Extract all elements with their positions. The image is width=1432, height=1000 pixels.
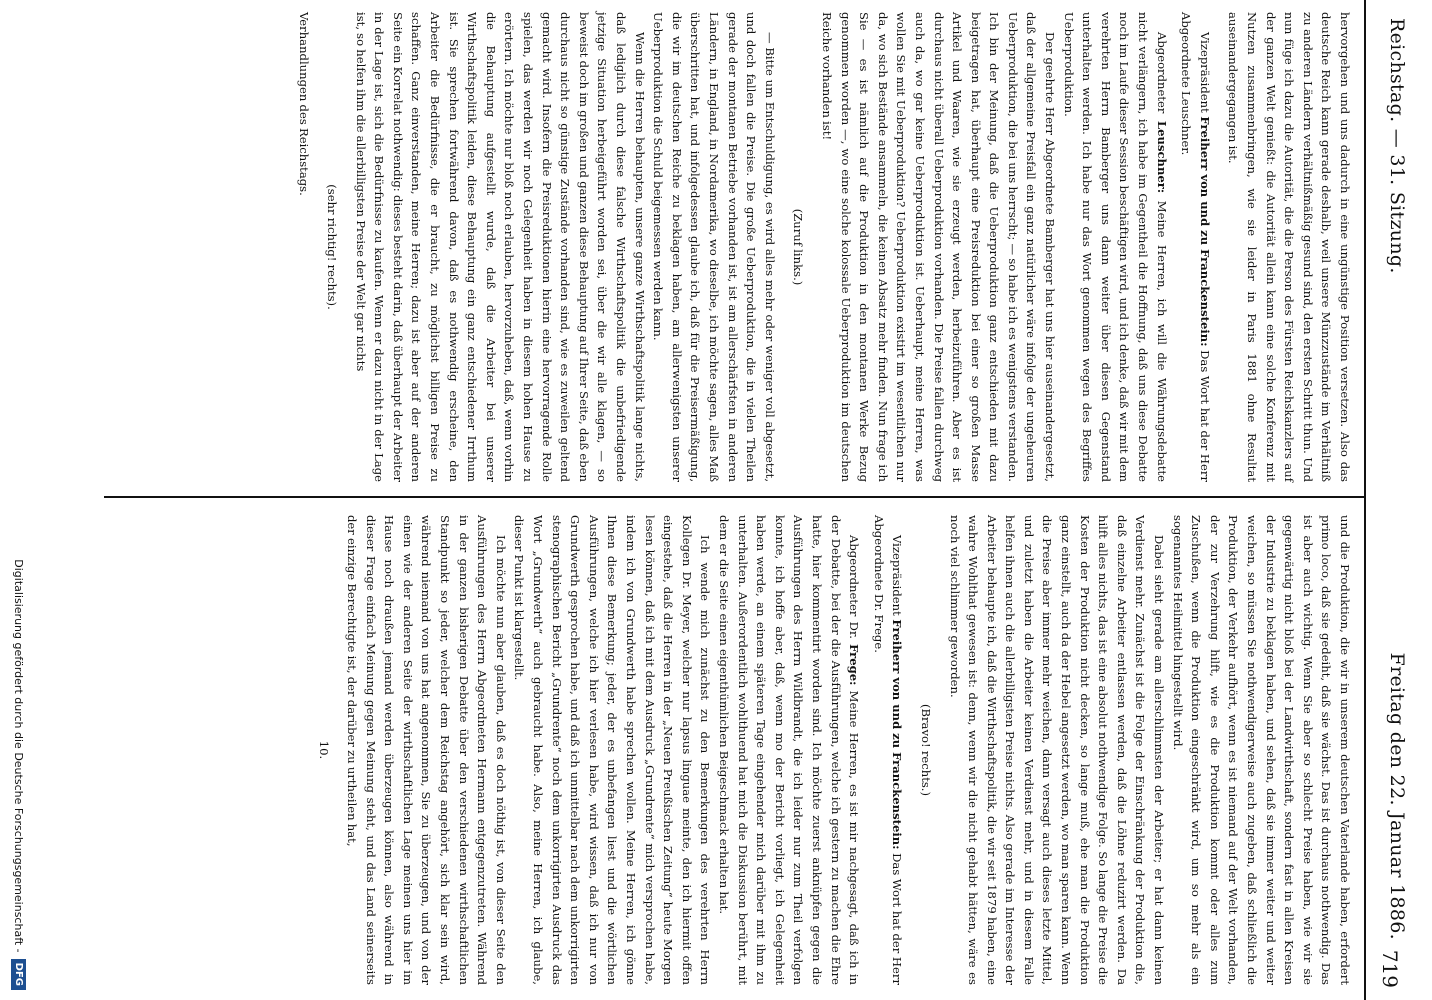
paragraph (649, 12, 779, 482)
footer-note: Verhandlungen des Reichstags. (296, 12, 311, 196)
running-head (1362, 0, 1432, 940)
right-column (304, 515, 1354, 985)
paragraph-text: Ich möchte nun aber glauben, daß es doch nöthig ist, von dieser Seite den Ausführungen des Herrn Abgeordneten Hermann entgegenzutreten. Während in der ganzen bisherigen Debatte über den verschiedenen wirthschaftlichen Standpunkt so jeder, welcher dem Reichstag angehört, sich klar sein wird, während niemand von uns hat angenommen, Sie zu überzeugen, und von der einen wie der anderen Seite der wirthschaftlichen Lage meinen uns hier im Hause noch draußen jemand werden überzeugen können, also während in dieser Frage einfach Meinung gegen Meinung steht, und das Land seinerseits der einzige Berechtigte ist, der darüber zu urtheilen hat, (345, 515, 508, 985)
running-title-left: Reichstag. — 31. Sitzung. (1386, 18, 1408, 274)
paragraph-text: Das Wort hat der Herr Abgeordnete Dr. Frege. (871, 515, 905, 985)
paragraph-text: hervorgehen und uns dadurch in eine ungünstige Position versetzen. Also das deutsche Reich kann gerade deshalb, weil unsere Münzzustände im Verhältniß zu anderen Ländern verhältnißmäßig gesund sind, den ersten Schritt thun. Und nun füge ich dazu die Autorität, die die Person des Fürsten Reichskanzlers auf der ganzen Welt genießt: die Autorität allein kann eine solche Konferenz mit Nutzen zusammenbringen, wie sie leider in Paris 1881 ohne Resultat auseinandergegangen ist. (1226, 12, 1352, 482)
paragraph (343, 515, 510, 985)
interjection: (Zuruf links.) (791, 208, 806, 286)
paragraph-text: Meine Herren, ich will die Währungsdebatte nicht verlängern, ich habe im Gegentheil die Hoffnung, daß uns diese Debatte noch im Laufe dieser Session beschäftigen wird, und ich denke, daß wir mit dem verehrten Herrn Bamberger uns dann weiter über diesen Gegenstand unterhalten werden. Ich habe nur das Wort genommen wegen des Begriffes Ueberproduktion. (1061, 12, 1169, 482)
page-number: 719 (1378, 949, 1402, 988)
page-header (1362, 0, 1432, 1000)
paragraph (1059, 12, 1171, 482)
speaker-title: Abgeordneter Dr. (847, 535, 862, 645)
paragraph (714, 515, 863, 985)
paragraph (351, 12, 649, 482)
paragraph-text: Ich wende mich zunächst zu den Bemerkungen des verehrten Herrn Kollegen Dr. Meyer, welcher nur lapsus linguae meinte, den ich hiermit offen eingestehe, daß die Herren in der „Neuen Preußischen Zeitung“ heute Morgen lesen können, daß ich mit dem Ausdruck „Grundrente“ mich versprochen habe, indem ich von Grundwerth habe sprechen wollen. Meine Herren, ich gönne Ihnen diese Bemerkung; jeder, der es unbefangen liest und die wörtlichen Ausführungen, welche ich hier verlesen habe, wird wissen, daß ich nur von Grundwerth gesprochen habe, und daß ich unmittelbar nach dem unkorrigirten stenographischen Bericht „Grundrente“ noch dem unkorrigirten Ausdruck das Wort „Grundwerth“ auch gebraucht habe. Also, meine Herren, ich glaube, dieser Punkt ist klargestellt. (512, 515, 713, 985)
left-column (294, 12, 1354, 482)
paragraph-text: Das Wort hat der Herr Abgeordnete Leuschner. (1179, 12, 1212, 482)
speaker-name: Leuschner: (1154, 120, 1169, 194)
signature-mark: 10. (316, 740, 331, 760)
paragraph-text: — Bitte um Entschuldigung, es wird alles mehr oder weniger voll abgesetzt, und doch fallen die Preise. Die große Ueberproduktion, die in vielen Theilen gerade der montanen Betriebe vorhanden ist, ist am allerschärfsten in anderen Ländern, in England, in Nordamerika, wo dieselbe, ich möchte sagen, alles Maß überschritten hat, und infolgedessen glaube ich, daß für die Preisermäßigung, die wir im deutschen Reiche zu beklagen haben, am allerwenigsten unserer Ueberproduktion die Schuld beigemessen werden kann. (651, 12, 777, 482)
speaker-name: Freiherr von und zu Franckenstein: (890, 619, 905, 850)
digitization-note (0, 0, 38, 1000)
paragraph (1168, 515, 1354, 985)
paragraph-text: Dabei sieht gerade am allerschlimmsten der Arbeiter; er hat dann keinen Verdienst mehr. Zunächst ist die Folge der Einschränkung der Produktion die, daß einzelne Arbeiter entlassen werden, daß die Löhne reduzirt werden. Da hilft alles nichts, das ist eine absolut nothwendige Folge. So lange die Preise die Kosten der Produktion nicht decken, so lange muß, ehe man die Produktion ganz einstellt, auch da der Hebel angesetzt werden, wo man sparen kann. Wenn die Preise aber immer mehr weichen, dann versagt auch dieses letzte Mittel, und zuletzt haben die Arbeiter keinen Verdienst mehr, und in diesem Falle helfen ihnen auch die allerbilligsten Preise nichts. Also gerade im Interesse der Arbeiter behaupte ich, daß die Wirthschaftspolitik, die wir seit 1879 haben, eine wahre Wohlthat gewesen ist: denn, wenn wir die nicht gehabt hätten, wäre es noch viel schlimmer geworden. (947, 515, 1167, 985)
dfg-logo: DFG (12, 959, 27, 990)
paragraph (1224, 12, 1354, 482)
speaker-title: Vizepräsident (890, 535, 905, 620)
paragraph (817, 12, 1059, 482)
speaker-name: Frege: (847, 644, 862, 686)
speaker-title: Vizepräsident (1197, 32, 1212, 117)
interjection: (Bravo! rechts.) (918, 703, 933, 797)
paragraph-text: Der geehrte Herr Abgeordnete Bamberger hat uns hier auseinandergesetzt, daß der allgemeine Preisfall ein ganz natürlicher wäre infolge der ungeheuren Ueberproduktion, die bei uns herrscht; — so habe ich es wenigstens verstanden. Ich bin der Meinung, daß die Ueberproduktion ganz entschieden mit dazu beigetragen hat, überhaupt eine Preisreduktion bei einer so großen Masse Artikel und Waaren, wie sie erzeugt werden, herbeizuführen. Aber es ist durchaus nicht überall Ueberproduktion vorhanden. Die Preise fallen durchweg auch da, wo gar keine Ueberproduktion ist. Ueberhaupt, meine Herren, was wollen Sie mit Ueberproduktion? Ueberproduktion existirt im wesentlichen nur da, wo sich Bestände ansammeln, die keinen Absatz mehr finden. Nun frage ich Sie — es ist nämlich auf die Produktion in den montanen Werke Bezug genommen worden —, wo eine solche kolossale Ueberproduktion im deutschen Reiche vorhanden ist! (819, 12, 1058, 482)
column-divider (104, 496, 1364, 498)
interjection: (sehr richtig! rechts). (325, 184, 340, 310)
digitization-note-text: Digitalisierung gefördert durch die Deutsche Forschungsgemeinschaft - (12, 559, 26, 953)
header-rule (1364, 0, 1366, 1000)
speaker-title: Abgeordneter (1154, 32, 1169, 121)
running-title-right: Freitag den 22. Januar 1886. (1386, 652, 1408, 940)
paragraph-text: Meine Herren, es ist mir nachgesagt, daß ich in der Debatte, bei der die Ausführungen, welche ich gestern zu machen die Ehre hatte, hier kommentirt worden sind. Ich möchte zuerst anknüpfen gegen die Ausführungen des Herrn Wildbrandt, die ich leider nur zum Theil verfolgen konnte, ich hoffe aber, daß, wenn mo der Bericht vorliegt, ich Gelegenheit haben werde, an einem späteren Tage eingehender mich darüber mit ihm zu unterhalten. Außerordentlich wohlthuend hat mich die Diskussion berührt, mit dem er die Seite einen eigenthümlichen Beigeschmack erhalten hat. (717, 515, 862, 985)
paragraph-text: und die Produktion, die wir in unserem deutschen Vaterlande haben, erfordert primo loco, daß sie gedeiht, daß sie wächst. Das ist durchaus nothwendig. Das ist aber auch wichtig. Wenn Sie aber so schlecht Preise haben, wie wir sie gegenwärtig nicht bloß bei der Landwirthschaft, sondern fast in allen Kreisen der Industrie zu beklagen haben, und sehen, daß sie immer weiter und weiter weichen, so müssen Sie nothwendigerweise auch zugeben, daß schließlich die Produktion, der Verkehr aufhört, wenn es ist niemand auf der Welt vorhanden, der zur Verzehrung hilft, wie es die Produktion kommt oder alles zum Zuschußen, wenn die Produktion eingeschränkt wird, um so mehr als ein sogenanntes Heilmittel hingestellt wird. (1170, 515, 1352, 985)
speaker-name: Freiherr von und zu Franckenstein: (1197, 116, 1212, 347)
speaker-announcement (1177, 12, 1214, 482)
paragraph (510, 515, 715, 985)
speaker-announcement (869, 515, 906, 985)
paragraph-text: Wenn die Herren behaupten, unsere ganze Wirthschaftspolitik lange nichts, daß lediglich durch diese falsche Wirthschaftspolitik die unbefriedigende jetzige Situation herbeigeführt worden sei, über die wir alle klagen, — so beweist doch im großen und ganzen diese Behauptung auf Ihrer Seite, daß eben durchaus nicht so günstige Zustände vorhanden sind, wie es zuweilen geltend gemacht wird. Insofern die Preisreduktionen hierin eine hervorragende Rolle spielen, das werden wir noch Gelegenheit haben in diesem hohen Hause zu erörtern. Ich möchte nur bloß noch erlauben, hervorzuheben, daß, wenn vorhin die Behauptung aufgestellt wurde, daß die Arbeiter bei unserer Wirthschaftspolitik leiden, diese Behauptung ein ganz entschiedener Irrthum ist. Sie sprechen fortwährend davon, daß es nothwendig erscheine, den Arbeiter die Bedürfnisse, die er braucht, zu möglichst billigen Preise zu schaffen. Ganz einverstanden, meine Herren; dazu ist aber auf der anderen Seite ein Korrelat nothwendig: dieses besteht darin, daß überhaupt der Arbeiter in der Lage ist, sich die Bedürfnisse zu kaufen. Wenn er dazu nicht in der Lage ist, so helfen ihm die allerbilligsten Preise der Welt gar nichts (353, 12, 647, 482)
paragraph (945, 515, 1168, 985)
